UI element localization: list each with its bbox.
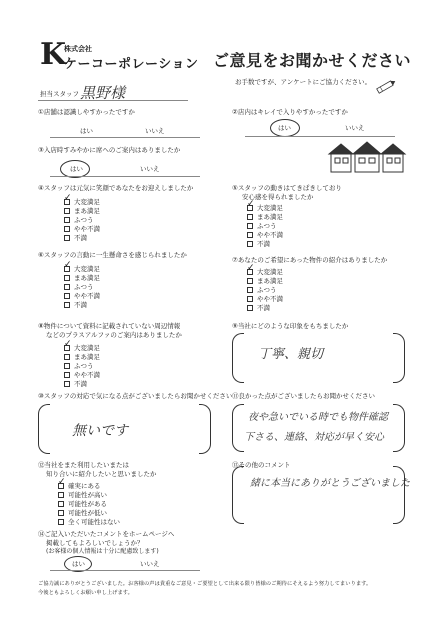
- q6-text: ⑥スタッフの言動に一生懸命さを感じられましたか: [38, 251, 187, 259]
- q13-bracket-left: [232, 466, 244, 524]
- q4-options: [64, 198, 100, 243]
- q6-options: [64, 265, 100, 310]
- q8-option[interactable]: やや不満: [64, 371, 100, 380]
- q2-no[interactable]: いいえ: [345, 124, 365, 132]
- q11-answer-2[interactable]: 下さる、連絡、対応が早く安心: [244, 432, 384, 443]
- q14-text: ⑭ご記入いただいたコメントをホームページへ: [38, 530, 175, 538]
- q3-text: ③入店時すみやかに席へのご案内はありましたか: [38, 146, 181, 154]
- form-title: ご意見をお聞かせください: [213, 51, 412, 70]
- checkbox-icon[interactable]: [58, 492, 64, 498]
- checkbox-icon[interactable]: [64, 226, 70, 232]
- q10-text: ⑩スタッフの対応で気になる点がございましたらお聞かせください: [38, 392, 233, 400]
- staff-value[interactable]: 黒野様: [80, 84, 126, 102]
- q5-option[interactable]: まあ満足: [247, 213, 283, 222]
- q8-option[interactable]: ✓大変満足: [64, 344, 100, 353]
- q12-option[interactable]: 可能性が低い: [58, 509, 120, 518]
- company-type: 株式会社: [64, 45, 92, 53]
- q5-option[interactable]: ふつう: [247, 222, 283, 231]
- q7-options: [247, 268, 283, 313]
- q9-bracket-left: [232, 333, 244, 383]
- q4-option[interactable]: ふつう: [64, 216, 100, 225]
- q4-option[interactable]: ✓大変満足: [64, 198, 100, 207]
- q12-options: [58, 482, 120, 527]
- checkbox-icon[interactable]: [247, 205, 253, 211]
- checkbox-icon[interactable]: [247, 232, 253, 238]
- q5-text2: 安心感を得られましたか: [242, 193, 314, 201]
- q5-option[interactable]: 不満: [247, 240, 283, 249]
- company-name: ケーコーポレーション: [64, 57, 199, 72]
- q9-answer[interactable]: 丁寧、親切: [258, 347, 324, 362]
- q6-option[interactable]: ふつう: [64, 283, 100, 292]
- checkbox-icon[interactable]: [64, 293, 70, 299]
- q14-line: [50, 570, 200, 571]
- q14-text2: 掲載してもよろしいでしょうか？: [46, 539, 144, 547]
- q7-option[interactable]: ✓大変満足: [247, 268, 283, 277]
- q5-option[interactable]: やや不満: [247, 231, 283, 240]
- q4-text: ④スタッフは元気に笑顔であなたをお迎えしましたか: [38, 184, 194, 192]
- checkbox-icon[interactable]: [64, 381, 70, 387]
- q7-option[interactable]: ふつう: [247, 286, 283, 295]
- q3-no[interactable]: いいえ: [140, 165, 160, 173]
- staff-label: 担当スタッフ: [40, 90, 79, 98]
- q2-yes[interactable]: はい: [278, 124, 291, 132]
- q8-option[interactable]: 不満: [64, 380, 100, 389]
- q14-no[interactable]: いいえ: [140, 560, 160, 568]
- checkbox-icon[interactable]: [64, 199, 70, 205]
- checkbox-icon[interactable]: [247, 287, 253, 293]
- q2-text: ②店内はキレイで入りやすかったですか: [232, 108, 348, 116]
- q13-text: ⑬その他のコメント: [232, 461, 291, 469]
- checkbox-icon[interactable]: [64, 208, 70, 214]
- q10-answer[interactable]: 無いです: [72, 423, 128, 439]
- q8-options: [64, 344, 100, 389]
- q12-option[interactable]: 全く可能性はない: [58, 518, 120, 527]
- q1-no[interactable]: いいえ: [145, 127, 165, 135]
- checkbox-icon[interactable]: [247, 214, 253, 220]
- q8-text2: などのプラスアルファのご案内はありましたか: [46, 331, 182, 339]
- checkbox-icon[interactable]: [64, 345, 70, 351]
- q4-option[interactable]: やや不満: [64, 225, 100, 234]
- checkbox-icon[interactable]: [64, 235, 70, 241]
- checkbox-icon[interactable]: [247, 269, 253, 275]
- staff-underline: [38, 100, 188, 101]
- footer-line-2: 今後ともよろしくお願い申し上げます。: [38, 590, 133, 596]
- q6-option[interactable]: 不満: [64, 301, 100, 310]
- q13-answer[interactable]: 緒に本当にありがとうございました: [250, 478, 410, 489]
- q9-text: ⑨当社にどのような印象をもちましたか: [232, 322, 349, 330]
- checkbox-icon[interactable]: [64, 217, 70, 223]
- q12-option[interactable]: 可能性が高い: [58, 491, 120, 500]
- q4-option[interactable]: 不満: [64, 234, 100, 243]
- checkbox-icon[interactable]: [64, 354, 70, 360]
- checkbox-icon[interactable]: [64, 266, 70, 272]
- q8-option[interactable]: ふつう: [64, 362, 100, 371]
- q7-option[interactable]: 不満: [247, 304, 283, 313]
- checkbox-icon[interactable]: [64, 372, 70, 378]
- intro-text: お手数ですが、アンケートにご協力ください。: [235, 78, 372, 86]
- q12-text2: 知り合いに紹介したいと思いましたか: [46, 470, 157, 478]
- q3-line: [50, 176, 200, 177]
- q14-note: (お客様の個人情報は十分に配慮致します): [46, 548, 159, 555]
- q10-bracket-right: [199, 404, 211, 454]
- q2-line: [245, 136, 395, 137]
- checkbox-icon[interactable]: [247, 223, 253, 229]
- q11-answer-1[interactable]: 夜や急いでいる時でも物件確認: [248, 412, 388, 423]
- q12-option[interactable]: 可能性がある: [58, 500, 120, 509]
- q6-option[interactable]: やや不満: [64, 292, 100, 301]
- q5-option[interactable]: ✓大変満足: [247, 204, 283, 213]
- q11-text: ⑪良かった点がございましたらお聞かせください: [232, 392, 375, 400]
- checkbox-icon[interactable]: [64, 284, 70, 290]
- q7-text: ⑦あなたのご希望にあった物件の紹介はありましたか: [232, 256, 388, 264]
- checkbox-icon[interactable]: [247, 296, 253, 302]
- q10-bracket-left: [38, 404, 50, 454]
- checkbox-icon[interactable]: [64, 275, 70, 281]
- q7-option[interactable]: まあ満足: [247, 277, 283, 286]
- footer-line-1: ご協力誠にありがとうございました。お客様の声は貴重なご意見・ご要望として出来る限り皆様のご期待にそえるよう努力してまいります。: [38, 581, 372, 587]
- q11-bracket-right: [393, 404, 405, 452]
- q1-yes[interactable]: はい: [80, 127, 93, 135]
- houses-icon: [327, 140, 407, 174]
- pencil-icon: [375, 78, 397, 96]
- q1-text: ①店舗は認識しやすかったですか: [38, 108, 135, 116]
- q7-option[interactable]: やや不満: [247, 295, 283, 304]
- q9-bracket-right: [393, 333, 405, 383]
- q6-option[interactable]: まあ満足: [64, 274, 100, 283]
- checkbox-icon[interactable]: [64, 302, 70, 308]
- q3-yes[interactable]: はい: [70, 165, 83, 173]
- q8-option[interactable]: まあ満足: [64, 353, 100, 362]
- checkbox-icon[interactable]: [247, 241, 253, 247]
- checkbox-icon[interactable]: [247, 278, 253, 284]
- checkbox-icon[interactable]: [58, 483, 64, 489]
- q1-line: [50, 137, 200, 138]
- checkbox-icon[interactable]: [58, 510, 64, 516]
- q5-text: ⑤スタッフの動きはてきぱきしており: [232, 184, 342, 192]
- q4-option[interactable]: まあ満足: [64, 207, 100, 216]
- company-logo: K: [40, 37, 67, 72]
- checkbox-icon[interactable]: [58, 501, 64, 507]
- q12-option[interactable]: ✓確実にある: [58, 482, 120, 491]
- checkbox-icon[interactable]: [58, 519, 64, 525]
- q8-text: ⑧物件について資料に記載されていない周辺情報: [38, 322, 181, 330]
- q11-bracket-left: [232, 404, 244, 452]
- checkbox-icon[interactable]: [64, 363, 70, 369]
- q6-option[interactable]: ✓大変満足: [64, 265, 100, 274]
- q12-text: ⑫当社をまた利用したいまたは: [38, 461, 129, 469]
- q5-options: [247, 204, 283, 249]
- checkbox-icon[interactable]: [247, 305, 253, 311]
- q14-yes[interactable]: はい: [72, 560, 85, 568]
